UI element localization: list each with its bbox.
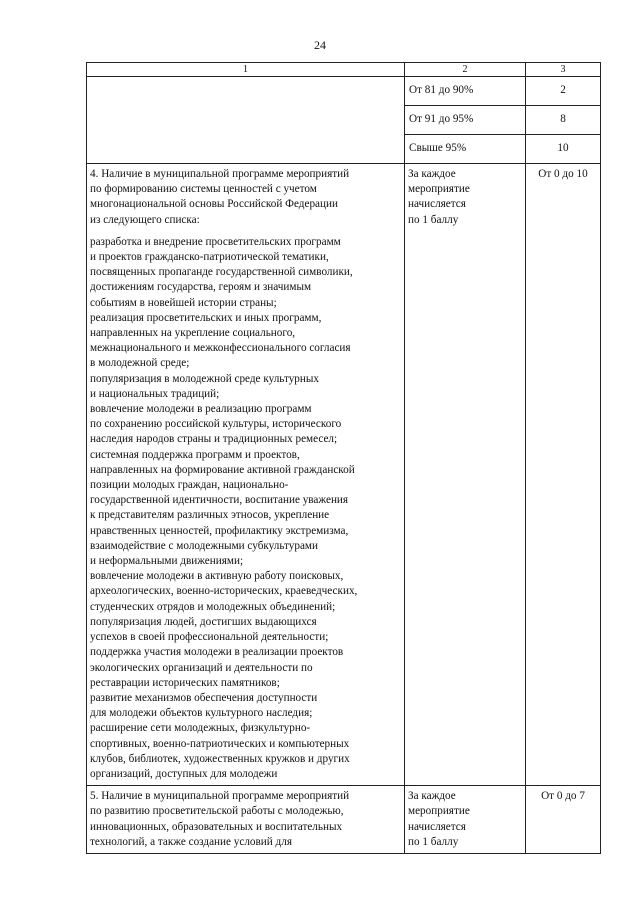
text-line: вовлечение молодежи в активную работу поисковых, (90, 570, 344, 583)
text-line: популяризация людей, достигших выдающихся (90, 615, 317, 628)
text-line: мероприятие (408, 183, 470, 196)
text-line: позиции молодых граждан, национально- (90, 479, 289, 492)
text-line: событиям в новейшей истории страны; (90, 296, 277, 309)
text-line: по формированию системы ценностей с учетом (90, 183, 317, 196)
text-line: спортивных, военно-патриотических и компьютерных (90, 737, 350, 750)
range-label: Свыше 95% (405, 135, 526, 164)
text-line: 5. Наличие в муниципальной программе мероприятий (90, 790, 350, 803)
text-line: государственной идентичности, воспитание уважения (90, 494, 349, 507)
text-line: начисляется (408, 820, 466, 833)
criterion-5-text (87, 786, 405, 854)
criterion-4-range: От 0 до 10 (526, 164, 601, 786)
text-line: к представителям различных этносов, укрепление (90, 509, 330, 522)
text-line: разработка и внедрение просветительских программ (90, 235, 341, 248)
text-line: из следующего списка: (90, 213, 200, 226)
text-line: посвященных пропаганде государственной символики, (90, 266, 353, 279)
text-line: успехов в своей профессиональной деятельности; (90, 631, 329, 644)
text-line: технологий, а также создание условий для (90, 835, 292, 848)
text-line: многонациональной основы Российской Федерации (90, 198, 338, 211)
text-line: по 1 баллу (408, 835, 459, 848)
header-col-2: 2 (405, 63, 526, 77)
text-line: За каждое (408, 790, 456, 803)
criterion-5-range: От 0 до 7 (526, 786, 601, 854)
text-line: реставрации исторических памятников; (90, 676, 280, 689)
text-line: в молодежной среде; (90, 357, 190, 370)
range-value: 8 (526, 106, 601, 135)
criterion-4-rule (405, 164, 526, 786)
text-line: направленных на укрепление социального, (90, 327, 296, 340)
text-line: развитие механизмов обеспечения доступности (90, 691, 318, 704)
text-line: нравственных ценностей, профилактику экстремизма, (90, 524, 349, 537)
text-line: и проектов гражданско-патриотической тематики, (90, 251, 329, 264)
criterion-4-row (87, 164, 601, 786)
page-number: 24 (314, 38, 326, 52)
text-line: 4. Наличие в муниципальной программе мероприятий (90, 168, 350, 180)
text-line: мероприятие (408, 805, 470, 818)
text-line: археологических, военно-исторических, краеведческих, (90, 585, 358, 598)
range-label: От 91 до 95% (405, 106, 526, 135)
text-line: взаимодействие с молодежными субкультурами (90, 539, 318, 552)
text-line: реализация просветительских и иных программ, (90, 311, 322, 324)
text-line: начисляется (408, 198, 466, 211)
criterion-5-rule (405, 786, 526, 854)
criterion-4-intro (90, 167, 401, 228)
text-line: инновационных, образовательных и воспитательных (90, 820, 343, 833)
text-line: поддержка участия молодежи в реализации проектов (90, 646, 344, 659)
text-line: направленных на формирование активной гражданской (90, 463, 355, 476)
text-line: достижениям государства, героям и значимым (90, 281, 312, 294)
range-row (87, 77, 601, 106)
text-line: по сохранению российской культуры, исторического (90, 418, 342, 431)
header-col-1: 1 (87, 63, 405, 77)
header-col-3: 3 (526, 63, 601, 77)
criterion-4-text (87, 164, 405, 786)
text-line: и национальных традиций; (90, 387, 220, 400)
text-line: для молодежи объектов культурного наследия; (90, 707, 313, 720)
header-row (87, 63, 601, 77)
criteria-table (86, 62, 601, 854)
text-line: расширение сети молодежных, физкультурно- (90, 722, 311, 735)
text-line: вовлечение молодежи в реализацию программ (90, 403, 312, 416)
text-line: экологических организаций и деятельности по (90, 661, 313, 674)
text-line: организаций, доступных для молодежи (90, 767, 278, 780)
text-line: популяризация в молодежной среде культурных (90, 372, 319, 385)
text-line: клубов, библиотек, художественных кружков и других (90, 752, 350, 765)
range-value: 2 (526, 77, 601, 106)
empty-criterion-cell (87, 77, 405, 164)
text-line: За каждое (408, 168, 456, 180)
text-line: наследия народов страны и традиционных ремесел; (90, 433, 338, 446)
criterion-4-list (90, 235, 401, 782)
text-line: системная поддержка программ и проектов, (90, 448, 300, 461)
text-line: студенческих отрядов и молодежных объединений; (90, 600, 336, 613)
text-line: по развитию просветительской работы с молодежью, (90, 805, 344, 818)
text-line: и неформальными движениями; (90, 555, 244, 568)
text-line: межнационального и межконфессионального согласия (90, 342, 351, 355)
range-value: 10 (526, 135, 601, 164)
criterion-5-row (87, 786, 601, 854)
range-label: От 81 до 90% (405, 77, 526, 106)
text-line: по 1 баллу (408, 213, 459, 226)
